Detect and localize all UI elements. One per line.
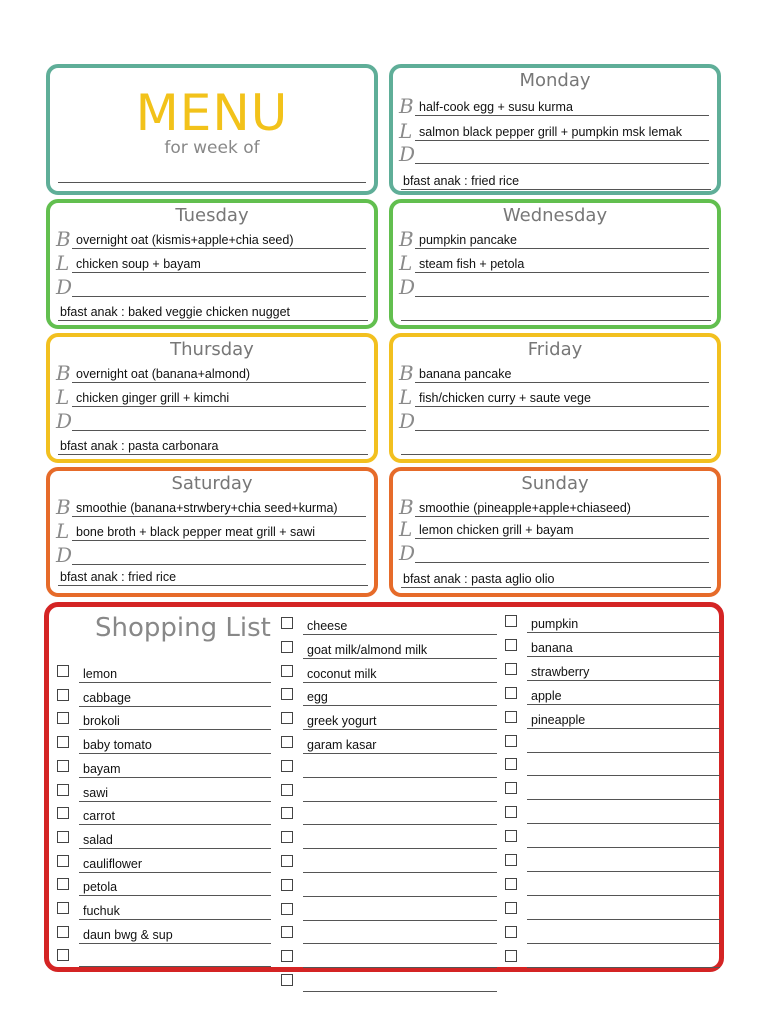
shopping-item[interactable] xyxy=(57,876,271,896)
shopping-item[interactable] xyxy=(281,758,497,778)
day-title: Tuesday xyxy=(175,205,249,226)
item-checkbox[interactable] xyxy=(57,949,69,961)
item-checkbox[interactable] xyxy=(281,688,293,700)
item-checkbox[interactable] xyxy=(57,784,69,796)
shopping-item-label: cauliflower xyxy=(83,856,143,871)
shopping-item[interactable] xyxy=(57,734,271,754)
day-box-sunday xyxy=(389,467,721,597)
item-checkbox[interactable] xyxy=(281,807,293,819)
item-checkbox[interactable] xyxy=(281,879,293,891)
shopping-item[interactable] xyxy=(281,639,497,659)
shopping-item[interactable] xyxy=(505,637,720,657)
shopping-item-label: daun bwg & sup xyxy=(83,927,173,942)
menu-title: MENU xyxy=(135,84,289,142)
dinner-row[interactable]: D xyxy=(399,142,711,164)
item-checkbox[interactable] xyxy=(505,854,517,866)
lunch-value: chicken soup + bayam xyxy=(76,257,201,271)
shopping-item[interactable] xyxy=(505,852,720,872)
breakfast-value: half-cook egg + susu kurma xyxy=(419,100,573,114)
item-checkbox[interactable] xyxy=(281,665,293,677)
shopping-item[interactable] xyxy=(505,876,720,896)
lunch-row[interactable]: L bone broth + black pepper meat grill + sawi xyxy=(56,519,368,541)
day-title: Sunday xyxy=(521,473,589,494)
item-checkbox[interactable] xyxy=(281,926,293,938)
shopping-item[interactable] xyxy=(281,948,497,968)
dinner-row[interactable]: D xyxy=(56,409,368,431)
shopping-item[interactable] xyxy=(505,828,720,848)
item-checkbox[interactable] xyxy=(57,712,69,724)
shopping-item[interactable] xyxy=(57,900,271,920)
shopping-item-label: greek yogurt xyxy=(307,714,377,729)
breakfast-row[interactable]: B banana pancake xyxy=(399,361,711,383)
day-title: Thursday xyxy=(170,339,254,360)
lunch-value: fish/chicken curry + saute vege xyxy=(419,391,591,405)
item-checkbox[interactable] xyxy=(505,782,517,794)
week-of-line[interactable] xyxy=(58,182,366,183)
shopping-item[interactable] xyxy=(281,924,497,944)
shopping-item[interactable] xyxy=(281,972,497,992)
menu-subtitle: for week of xyxy=(164,138,260,158)
item-checkbox[interactable] xyxy=(505,663,517,675)
shopping-item[interactable] xyxy=(281,782,497,802)
shopping-item[interactable] xyxy=(505,613,720,633)
dinner-row[interactable]: D xyxy=(399,541,711,563)
dinner-row[interactable]: D xyxy=(56,275,368,297)
shopping-item[interactable] xyxy=(57,710,271,730)
shopping-item-label: garam kasar xyxy=(307,738,377,752)
shopping-item-label: petola xyxy=(83,880,118,895)
extra-row[interactable] xyxy=(401,437,711,455)
item-checkbox[interactable] xyxy=(281,712,293,724)
extra-row[interactable] xyxy=(58,437,368,455)
extra-value: bfast anak : baked veggie chicken nugget xyxy=(60,305,291,319)
extra-value: bfast anak : fried rice xyxy=(403,174,520,188)
day-box-monday xyxy=(389,64,721,195)
item-checkbox[interactable] xyxy=(505,735,517,747)
shopping-item[interactable] xyxy=(57,782,271,802)
shopping-item[interactable] xyxy=(505,948,720,968)
item-checkbox[interactable] xyxy=(505,950,517,962)
shopping-item[interactable] xyxy=(505,780,720,800)
shopping-item-label: strawberry xyxy=(531,664,590,679)
shopping-item[interactable] xyxy=(281,615,497,635)
shopping-item-label: carrot xyxy=(83,809,115,824)
shopping-item[interactable] xyxy=(281,805,497,825)
lunch-row[interactable]: L fish/chicken curry + saute vege xyxy=(399,385,711,407)
shopping-item-label: baby tomato xyxy=(83,738,152,753)
shopping-item[interactable] xyxy=(281,853,497,873)
shopping-item-label: pineapple xyxy=(531,712,586,727)
item-checkbox[interactable] xyxy=(57,736,69,748)
day-title: Monday xyxy=(519,70,591,91)
item-checkbox[interactable] xyxy=(505,902,517,914)
lunch-row[interactable]: L chicken ginger grill + kimchi xyxy=(56,385,368,407)
day-title: Friday xyxy=(527,339,583,360)
shopping-item[interactable] xyxy=(505,924,720,944)
item-checkbox[interactable] xyxy=(281,903,293,915)
shopping-item[interactable] xyxy=(505,685,720,705)
shopping-item-label: fuchuk xyxy=(83,904,120,918)
shopping-item-label: cheese xyxy=(307,619,348,633)
item-checkbox[interactable] xyxy=(505,711,517,723)
breakfast-row[interactable]: B overnight oat (kismis+apple+chia seed) xyxy=(56,227,368,249)
day-box-friday xyxy=(389,333,721,463)
item-checkbox[interactable] xyxy=(57,926,69,938)
item-checkbox[interactable] xyxy=(505,806,517,818)
day-box-wednesday xyxy=(389,199,721,329)
item-checkbox[interactable] xyxy=(281,855,293,867)
item-checkbox[interactable] xyxy=(281,736,293,748)
lunch-row[interactable]: L lemon chicken grill + bayam xyxy=(399,517,711,539)
lunch-value: bone broth + black pepper meat grill + sawi xyxy=(76,525,316,539)
item-checkbox[interactable] xyxy=(57,878,69,890)
extra-row[interactable] xyxy=(58,303,368,321)
shopping-item[interactable] xyxy=(57,829,271,849)
shopping-item[interactable] xyxy=(57,924,271,944)
item-checkbox[interactable] xyxy=(281,831,293,843)
shopping-item[interactable] xyxy=(57,663,271,683)
lunch-value: chicken ginger grill + kimchi xyxy=(76,391,230,405)
item-checkbox[interactable] xyxy=(505,830,517,842)
item-checkbox[interactable] xyxy=(281,974,293,986)
extra-row[interactable] xyxy=(401,303,711,321)
breakfast-row[interactable]: B pumpkin pancake xyxy=(399,227,711,249)
shopping-list-title: Shopping List xyxy=(95,613,271,643)
dinner-row[interactable]: D xyxy=(399,275,711,297)
shopping-item[interactable] xyxy=(505,709,720,729)
shopping-item-label: brokoli xyxy=(83,714,120,729)
shopping-item-label: banana xyxy=(531,640,573,655)
breakfast-value: smoothie (banana+strwbery+chia seed+kurma) xyxy=(76,501,338,515)
shopping-item[interactable] xyxy=(505,733,720,753)
shopping-item[interactable] xyxy=(281,901,497,921)
lunch-row[interactable]: L chicken soup + bayam xyxy=(56,251,368,273)
shopping-item-label: coconut milk xyxy=(307,666,377,681)
shopping-item-label: salad xyxy=(83,832,113,847)
lunch-value: steam fish + petola xyxy=(419,257,525,271)
extra-row[interactable] xyxy=(401,172,711,190)
breakfast-value: overnight oat (banana+almond) xyxy=(76,367,251,381)
dinner-row[interactable]: D xyxy=(56,543,368,565)
item-checkbox[interactable] xyxy=(57,760,69,772)
shopping-item[interactable] xyxy=(281,663,497,683)
breakfast-row[interactable]: B smoothie (pineapple+apple+chiaseed) xyxy=(399,495,711,517)
item-checkbox[interactable] xyxy=(281,617,293,629)
breakfast-value: banana pancake xyxy=(419,367,512,381)
breakfast-row[interactable]: B overnight oat (banana+almond) xyxy=(56,361,368,383)
shopping-list-box xyxy=(44,602,724,972)
shopping-item-label: apple xyxy=(531,688,562,703)
item-checkbox[interactable] xyxy=(57,831,69,843)
breakfast-row[interactable]: B smoothie (banana+strwbery+chia seed+kurma) xyxy=(56,495,368,517)
menu-header-box xyxy=(46,64,378,195)
shopping-item-label: lemon xyxy=(83,667,118,681)
item-checkbox[interactable] xyxy=(281,641,293,653)
breakfast-value: smoothie (pineapple+apple+chiaseed) xyxy=(419,501,631,515)
shopping-item[interactable] xyxy=(281,710,497,730)
item-checkbox[interactable] xyxy=(281,784,293,796)
shopping-item[interactable] xyxy=(281,829,497,849)
extra-value: bfast anak : fried rice xyxy=(60,570,177,584)
item-checkbox[interactable] xyxy=(281,950,293,962)
shopping-item-label: egg xyxy=(307,690,328,705)
lunch-row[interactable]: L steam fish + petola xyxy=(399,251,711,273)
shopping-item-label: goat milk/almond milk xyxy=(307,642,428,657)
lunch-value: lemon chicken grill + bayam xyxy=(419,523,574,537)
shopping-item[interactable] xyxy=(281,686,497,706)
item-checkbox[interactable] xyxy=(57,665,69,677)
item-checkbox[interactable] xyxy=(505,758,517,770)
item-checkbox[interactable] xyxy=(57,807,69,819)
day-title: Wednesday xyxy=(502,205,608,226)
breakfast-value: pumpkin pancake xyxy=(419,233,517,247)
extra-row[interactable] xyxy=(58,568,368,586)
day-box-tuesday xyxy=(46,199,378,329)
shopping-item[interactable] xyxy=(57,805,271,825)
shopping-item[interactable] xyxy=(57,687,271,707)
breakfast-row[interactable]: B half-cook egg + susu kurma xyxy=(399,94,711,116)
shopping-item[interactable] xyxy=(281,734,497,754)
shopping-item[interactable] xyxy=(505,756,720,776)
item-checkbox[interactable] xyxy=(505,926,517,938)
day-box-saturday xyxy=(46,467,378,597)
shopping-item[interactable] xyxy=(281,877,497,897)
item-checkbox[interactable] xyxy=(57,689,69,701)
lunch-value: salmon black pepper grill + pumpkin msk lemak xyxy=(419,125,682,139)
extra-row[interactable] xyxy=(401,570,711,588)
extra-value: bfast anak : pasta carbonara xyxy=(60,439,219,453)
item-checkbox[interactable] xyxy=(505,639,517,651)
day-title: Saturday xyxy=(171,473,253,494)
item-checkbox[interactable] xyxy=(281,760,293,772)
shopping-item[interactable] xyxy=(505,900,720,920)
shopping-item[interactable] xyxy=(57,853,271,873)
item-checkbox[interactable] xyxy=(57,902,69,914)
shopping-item[interactable] xyxy=(57,758,271,778)
shopping-item-label: cabbage xyxy=(83,690,131,705)
extra-value: bfast anak : pasta aglio olio xyxy=(403,572,555,586)
item-checkbox[interactable] xyxy=(505,687,517,699)
lunch-row[interactable]: L salmon black pepper grill + pumpkin msk lemak xyxy=(399,119,711,141)
day-box-thursday xyxy=(46,333,378,463)
shopping-item-label: pumpkin xyxy=(531,617,579,631)
shopping-item[interactable] xyxy=(505,661,720,681)
dinner-row[interactable]: D xyxy=(399,409,711,431)
item-checkbox[interactable] xyxy=(57,855,69,867)
shopping-item-label: bayam xyxy=(83,761,121,776)
breakfast-value: overnight oat (kismis+apple+chia seed) xyxy=(76,233,294,247)
item-checkbox[interactable] xyxy=(505,615,517,627)
item-checkbox[interactable] xyxy=(505,878,517,890)
shopping-item[interactable] xyxy=(57,947,271,967)
shopping-item[interactable] xyxy=(505,804,720,824)
shopping-item-label: sawi xyxy=(83,785,109,800)
